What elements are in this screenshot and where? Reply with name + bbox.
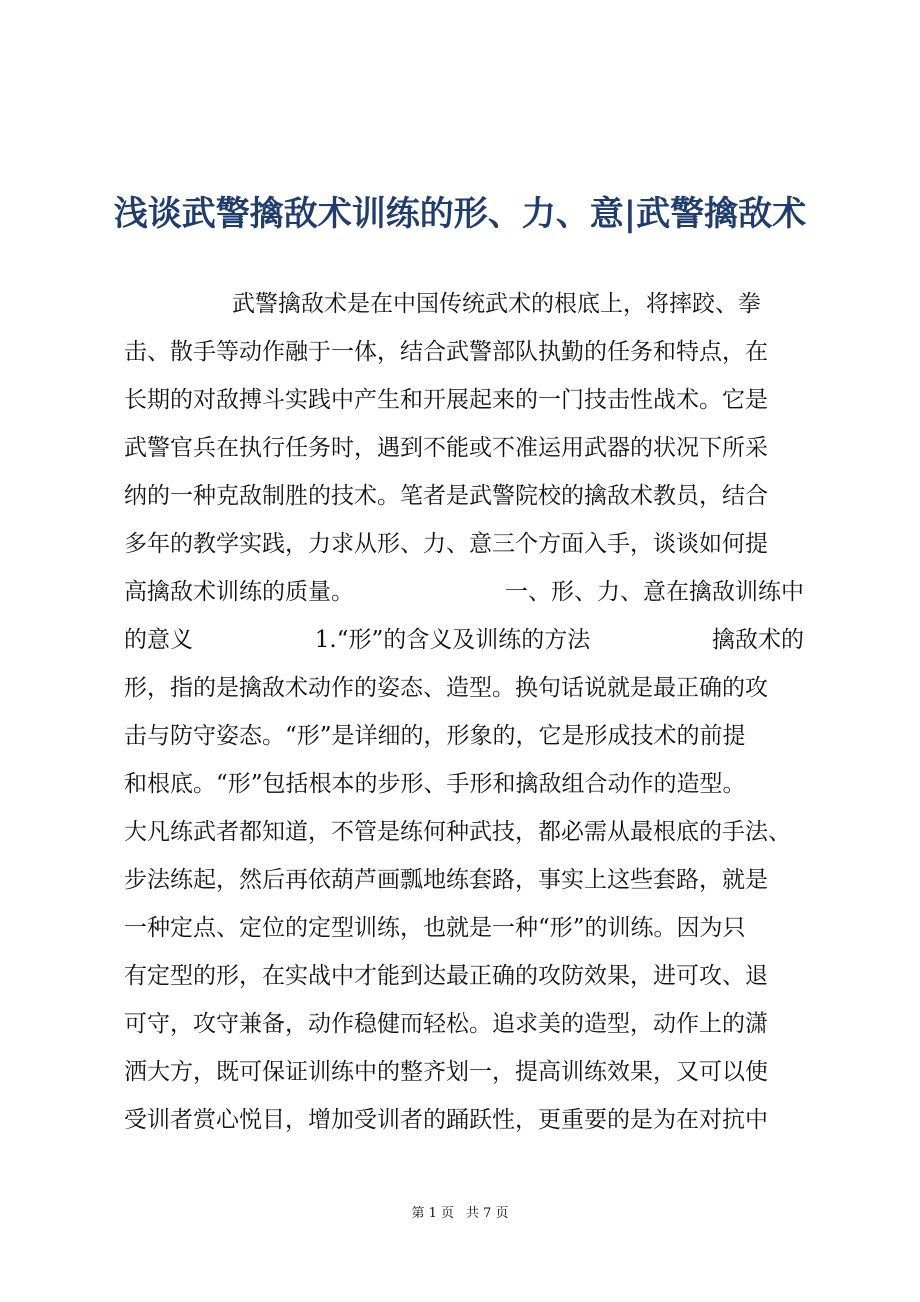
document-title: 浅谈武警擒敌术训练的形、力、意|武警擒敌术 — [113, 194, 807, 234]
text-segment: 击与防守姿态。“形”是详细的，形象的，它是形成技术的前提 — [124, 723, 746, 749]
text-line — [124, 472, 804, 520]
text-line — [124, 904, 804, 952]
text-segment: 和根底。“形”包括根本的步形、手形和擒敌组合动作的造型。 — [124, 771, 746, 797]
text-segment: 有定型的形，在实战中才能到达最正确的攻防效果，进可攻、退 — [124, 963, 768, 989]
text-line — [124, 616, 804, 664]
text-segment: 1.“形”的含义及训练的方法 — [314, 627, 591, 653]
page-footer — [0, 1204, 920, 1224]
text-segment: 步法练起，然后再依葫芦画瓢地练套路，事实上这些套路，就是 — [124, 867, 768, 893]
text-segment: 的意义 — [124, 627, 193, 653]
text-segment: 多年的教学实践，力求从形、力、意三个方面入手，谈谈如何提 — [124, 531, 768, 557]
text-line — [124, 856, 804, 904]
text-line — [124, 1096, 804, 1144]
text-line — [124, 280, 804, 328]
page-total: 共 7 页 — [466, 1206, 509, 1221]
text-segment: 武警官兵在执行任务时，遇到不能或不准运用武器的状况下所采 — [124, 435, 768, 461]
text-segment: 洒大方，既可保证训练中的整齐划一，提高训练效果，又可以使 — [124, 1059, 768, 1085]
text-segment: 纳的一种克敌制胜的技术。笔者是武警院校的擒敌术教员，结合 — [124, 483, 768, 509]
text-line — [124, 1048, 804, 1096]
text-line — [124, 1000, 804, 1048]
text-line — [124, 424, 804, 472]
text-line — [124, 520, 804, 568]
text-segment: 一、形、力、意在擒敌训练中 — [505, 579, 804, 605]
text-segment: 高擒敌术训练的质量。 — [124, 579, 354, 605]
text-segment: 一种定点、定位的定型训练，也就是一种“形”的训练。因为只 — [124, 915, 746, 941]
text-line — [124, 760, 804, 808]
text-line — [124, 328, 804, 376]
text-line — [124, 664, 804, 712]
text-line — [124, 808, 804, 856]
page-number: 第 1 页 — [411, 1206, 454, 1221]
text-segment: 大凡练武者都知道，不管是练何种武技，都必需从最根底的手法、 — [124, 819, 791, 845]
text-line — [124, 712, 804, 760]
text-line — [124, 376, 804, 424]
text-segment: 可守，攻守兼备，动作稳健而轻松。追求美的造型，动作上的潇 — [124, 1011, 768, 1037]
text-line — [124, 568, 804, 616]
text-segment: 长期的对敌搏斗实践中产生和开展起来的一门技击性战术。它是 — [124, 387, 768, 413]
text-line — [124, 952, 804, 1000]
text-segment: 擒敌术的 — [712, 627, 804, 653]
text-segment: 受训者赏心悦目，增加受训者的踊跃性，更重要的是为在对抗中 — [124, 1107, 768, 1133]
text-segment: 形，指的是擒敌术动作的姿态、造型。换句话说就是最正确的攻 — [124, 675, 768, 701]
body-paragraph — [124, 280, 804, 1160]
text-segment: 武警擒敌术是在中国传统武术的根底上，将摔跤、拳 — [232, 291, 761, 317]
text-segment: 击、散手等动作融于一体，结合武警部队执勤的任务和特点，在 — [124, 339, 768, 365]
